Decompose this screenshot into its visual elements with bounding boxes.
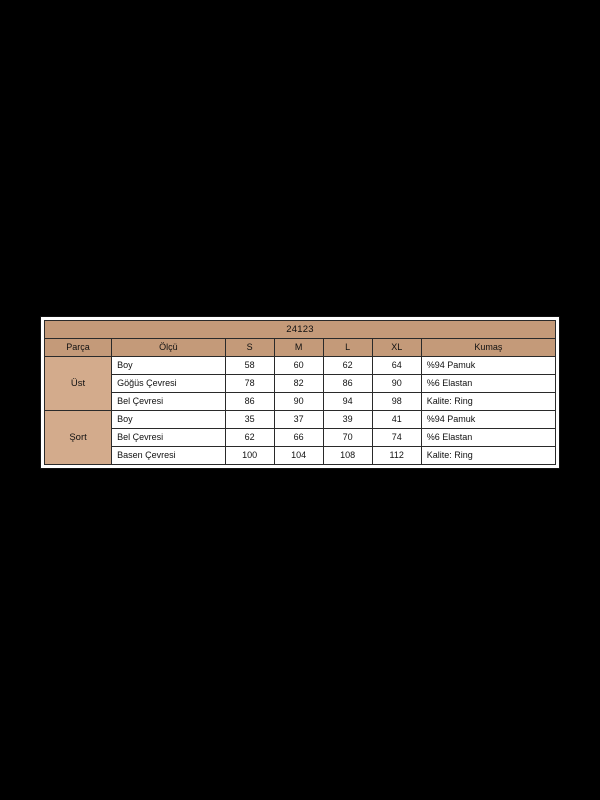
table-row [45, 429, 556, 447]
header-size-xl: XL [372, 339, 421, 357]
fabric-note: %94 Pamuk [421, 411, 555, 429]
fabric-note: %6 Elastan [421, 375, 555, 393]
measure-value: 62 [323, 357, 372, 375]
measure-value: 64 [372, 357, 421, 375]
table-row [45, 447, 556, 465]
measure-value: 58 [225, 357, 274, 375]
measure-value: 39 [323, 411, 372, 429]
measure-value: 94 [323, 393, 372, 411]
measure-value: 90 [274, 393, 323, 411]
measure-value: 66 [274, 429, 323, 447]
fabric-note: %94 Pamuk [421, 357, 555, 375]
measure-label: Bel Çevresi [112, 429, 226, 447]
measure-value: 62 [225, 429, 274, 447]
measure-value: 82 [274, 375, 323, 393]
measure-value: 108 [323, 447, 372, 465]
measure-value: 98 [372, 393, 421, 411]
measure-value: 112 [372, 447, 421, 465]
table-title-row [45, 321, 556, 339]
measure-value: 74 [372, 429, 421, 447]
measure-label: Bel Çevresi [112, 393, 226, 411]
header-size-m: M [274, 339, 323, 357]
table-header-row [45, 339, 556, 357]
table-row [45, 393, 556, 411]
group-label-shorts: Şort [45, 411, 112, 465]
measure-value: 60 [274, 357, 323, 375]
table-row [45, 357, 556, 375]
header-size-l: L [323, 339, 372, 357]
measure-value: 104 [274, 447, 323, 465]
measure-value: 90 [372, 375, 421, 393]
measure-value: 70 [323, 429, 372, 447]
fabric-note: Kalite: Ring [421, 393, 555, 411]
header-size-s: S [225, 339, 274, 357]
measure-value: 41 [372, 411, 421, 429]
measure-label: Boy [112, 357, 226, 375]
measure-label: Basen Çevresi [112, 447, 226, 465]
header-fabric: Kumaş [421, 339, 555, 357]
fabric-note: Kalite: Ring [421, 447, 555, 465]
measure-value: 35 [225, 411, 274, 429]
measure-value: 78 [225, 375, 274, 393]
measure-value: 86 [225, 393, 274, 411]
measure-value: 37 [274, 411, 323, 429]
header-measure: Ölçü [112, 339, 226, 357]
header-part: Parça [45, 339, 112, 357]
measure-label: Boy [112, 411, 226, 429]
table-row [45, 375, 556, 393]
measure-label: Göğüs Çevresi [112, 375, 226, 393]
product-code: 24123 [45, 321, 556, 339]
fabric-note: %6 Elastan [421, 429, 555, 447]
table-row [45, 411, 556, 429]
size-chart-panel [40, 316, 560, 469]
size-chart-table [44, 320, 556, 465]
group-label-top: Üst [45, 357, 112, 411]
measure-value: 86 [323, 375, 372, 393]
measure-value: 100 [225, 447, 274, 465]
